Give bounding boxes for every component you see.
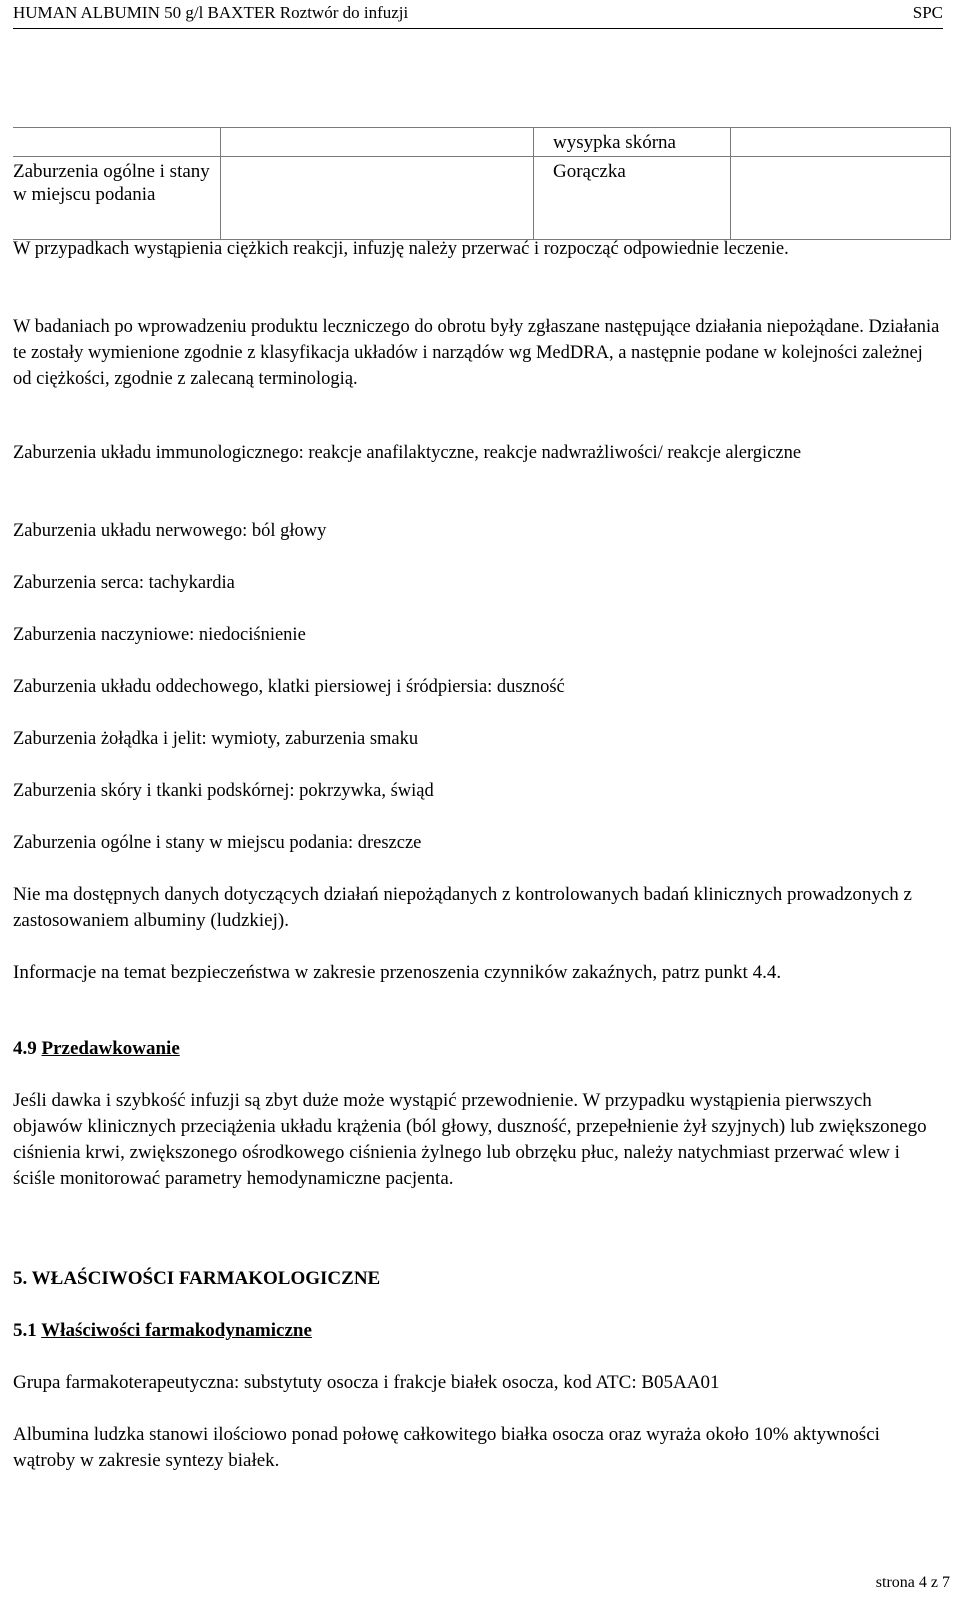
table-border-top — [13, 127, 951, 128]
table-border-right — [950, 127, 951, 240]
section-heading-5-1 — [13, 1318, 312, 1344]
section-number: 4.9 — [13, 1038, 37, 1059]
table-col-divider-2 — [533, 127, 534, 240]
document-title: HUMAN ALBUMIN 50 g/l BAXTER Roztwór do infuzji — [13, 3, 409, 22]
paragraph: Zaburzenia naczyniowe: niedociśnienie — [13, 625, 306, 645]
paragraph: Jeśli dawka i szybkość infuzji są zbyt duże może wystąpić przewodnienie. W przypadku wystąpienia pierwszych objawów klinicznych przeciążenia układu krążenia (ból głowy, duszność, przepełnienie żył szyjnych) lub zwiększonego ciśnienia krwi, zwiększonego ośrodkowego ciśnienia żylnego lub obrzęku płuc, należy natychmiast przerwać wlew i ściśle monitorować parametry hemodynamiczne pacjenta. — [13, 1090, 927, 1189]
paragraph: Zaburzenia układu nerwowego: ból głowy — [13, 521, 327, 541]
table-cell: Gorączka — [553, 161, 626, 182]
paragraph: Zaburzenia układu immunologicznego: reakcje anafilaktyczne, reakcje nadwrażliwości/ reakcje alergiczne — [13, 443, 802, 463]
section-number: 5.1 — [13, 1320, 37, 1341]
document-type: SPC — [912, 3, 943, 22]
adverse-effects-table — [13, 127, 951, 240]
paragraph: Grupa farmakoterapeutyczna: substytuty osocza i frakcje białek osocza, kod ATC: B05AA01 — [13, 1372, 720, 1393]
section-title: Przedawkowanie — [41, 1038, 180, 1059]
paragraph: Zaburzenia serca: tachykardia — [13, 573, 235, 593]
page-header — [13, 0, 943, 29]
section-title: Właściwości farmakodynamiczne — [41, 1320, 312, 1341]
section-heading-5: 5. WŁAŚCIWOŚCI FARMAKOLOGICZNE — [13, 1268, 381, 1289]
paragraph: W przypadkach wystąpienia ciężkich reakcji, infuzję należy przerwać i rozpocząć odpowiednie leczenie. — [13, 239, 789, 259]
paragraph: Zaburzenia skóry i tkanki podskórnej: pokrzywka, świąd — [13, 781, 434, 801]
table-cell: Zaburzenia ogólne i stany w miejscu podania — [13, 161, 210, 205]
table-col-divider-1 — [220, 127, 221, 240]
paragraph: Zaburzenia układu oddechowego, klatki piersiowej i śródpiersia: duszność — [13, 677, 565, 697]
page-number: strona 4 z 7 — [875, 1574, 950, 1591]
paragraph: Albumina ludzka stanowi ilościowo ponad połowę całkowitego białka osocza oraz wyraża około 10% aktywności wątroby w zakresie syntezy białek. — [13, 1424, 880, 1471]
table-border-mid — [13, 156, 951, 157]
section-heading-4-9 — [13, 1036, 180, 1062]
paragraph: Nie ma dostępnych danych dotyczących działań niepożądanych z kontrolowanych badań klinicznych prowadzonych z zastosowaniem albuminy (ludzkiej). — [13, 884, 912, 931]
paragraph: W badaniach po wprowadzeniu produktu leczniczego do obrotu były zgłaszane następujące działania niepożądane. Działania te zostały wymienione zgodnie z klasyfikacja układów i narządów wg MedDRA, a następnie podane w kolejności zależnej od ciężkości, zgodnie z zalecaną terminologią. — [13, 317, 940, 389]
paragraph: Zaburzenia żołądka i jelit: wymioty, zaburzenia smaku — [13, 729, 419, 749]
table-col-divider-3 — [730, 127, 731, 240]
paragraph: Zaburzenia ogólne i stany w miejscu podania: dreszcze — [13, 833, 422, 853]
table-cell: wysypka skórna — [553, 132, 676, 153]
paragraph: Informacje na temat bezpieczeństwa w zakresie przenoszenia czynników zakaźnych, patrz punkt 4.4. — [13, 962, 782, 983]
